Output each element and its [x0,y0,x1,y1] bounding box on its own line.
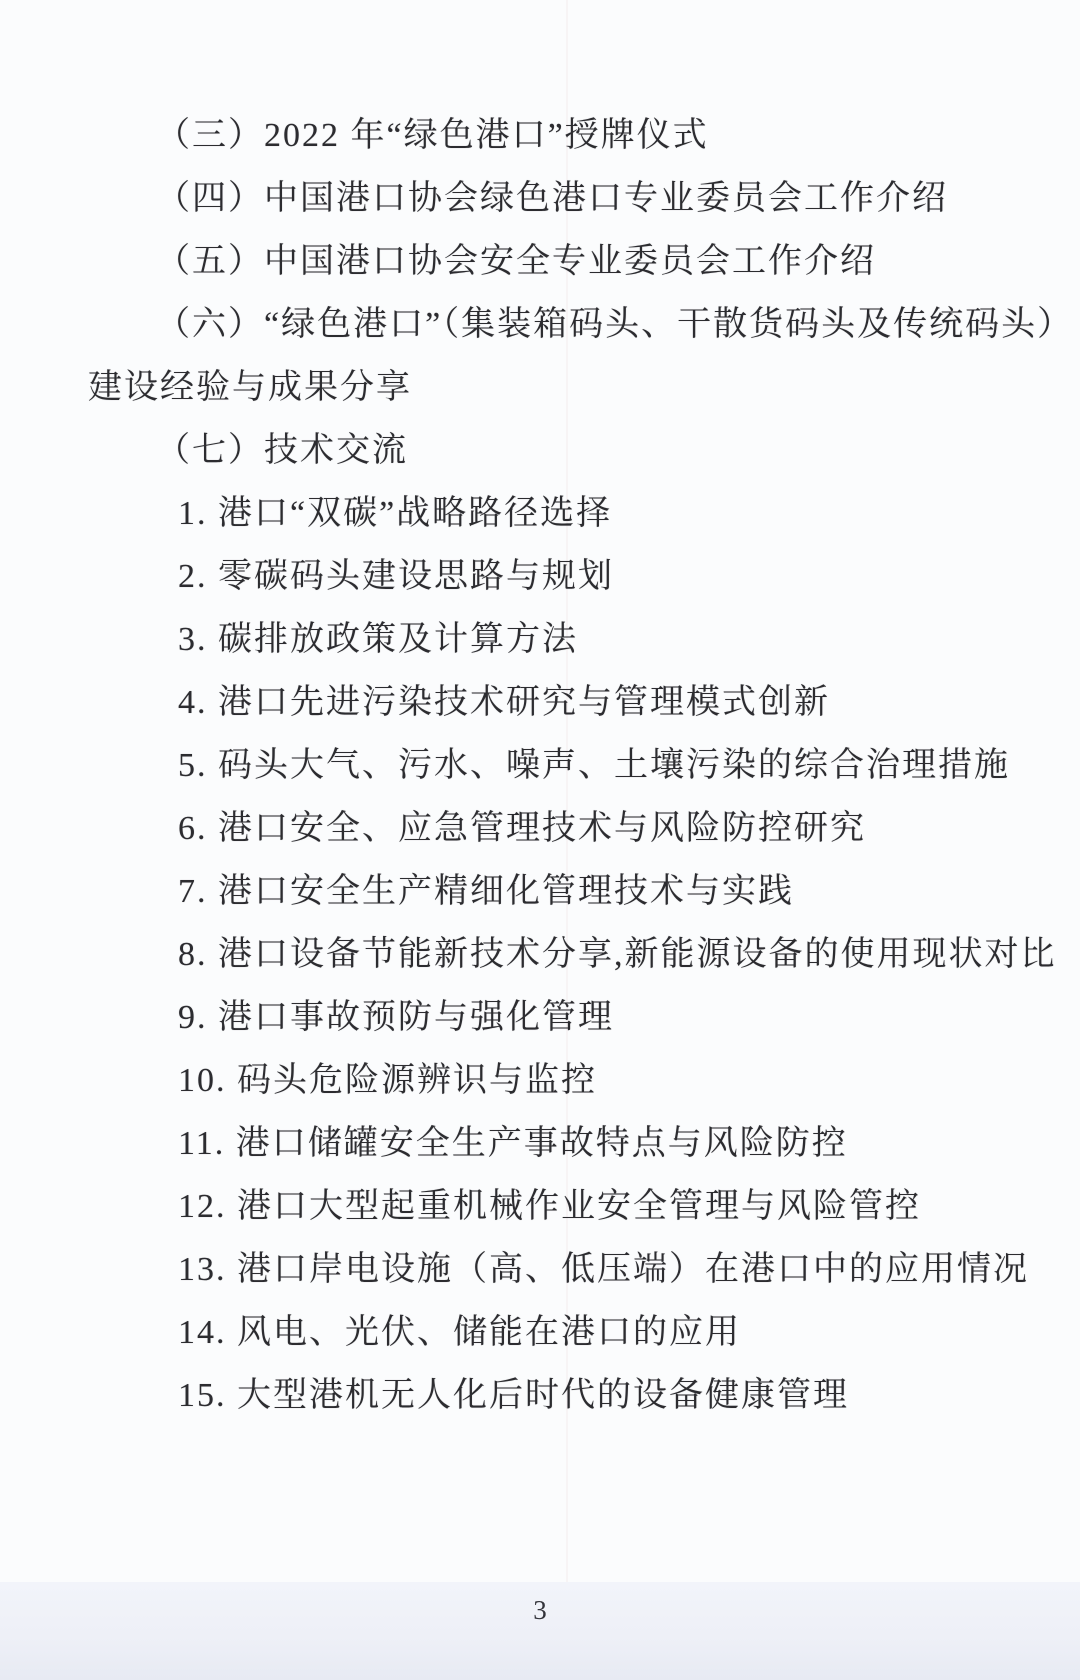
agenda-heading-4: （四）中国港口协会绿色港口专业委员会工作介绍 [156,180,948,217]
agenda-item-9: 9. 港口事故预防与强化管理 [178,999,614,1036]
agenda-item-4: 4. 港口先进污染技术研究与管理模式创新 [178,684,830,721]
agenda-heading-7: （七）技术交流 [156,432,408,469]
agenda-item-14: 14. 风电、光伏、储能在港口的应用 [178,1314,741,1351]
agenda-heading-3: （三）2022 年“绿色港口”授牌仪式 [156,117,709,154]
agenda-item-7: 7. 港口安全生产精细化管理技术与实践 [178,873,794,910]
agenda-item-10: 10. 码头危险源辨识与监控 [178,1062,597,1099]
agenda-item-2: 2. 零碳码头建设思路与规划 [178,558,614,595]
agenda-heading-6: （六）“绿色港口”（集装箱码头、干散货码头及传统码头） [156,306,1074,343]
agenda-heading-5: （五）中国港口协会安全专业委员会工作介绍 [156,243,876,280]
agenda-item-5: 5. 码头大气、污水、噪声、土壤污染的综合治理措施 [178,747,1010,784]
agenda-item-8: 8. 港口设备节能新技术分享,新能源设备的使用现状对比 [178,936,1057,973]
agenda-item-15: 15. 大型港机无人化后时代的设备健康管理 [178,1377,849,1414]
document-body [0,104,1080,1427]
agenda-item-12: 12. 港口大型起重机械作业安全管理与风险管控 [178,1188,921,1225]
agenda-item-13: 13. 港口岸电设施（高、低压端）在港口中的应用情况 [178,1251,1029,1288]
agenda-item-3: 3. 碳排放政策及计算方法 [178,621,578,658]
agenda-item-11: 11. 港口储罐安全生产事故特点与风险防控 [178,1125,848,1162]
agenda-item-6: 6. 港口安全、应急管理技术与风险防控研究 [178,810,866,847]
agenda-item-1: 1. 港口“双碳”战略路径选择 [178,495,613,532]
page-number: 3 [533,1595,547,1625]
agenda-heading-6-continuation: 建设经验与成果分享 [88,369,412,406]
